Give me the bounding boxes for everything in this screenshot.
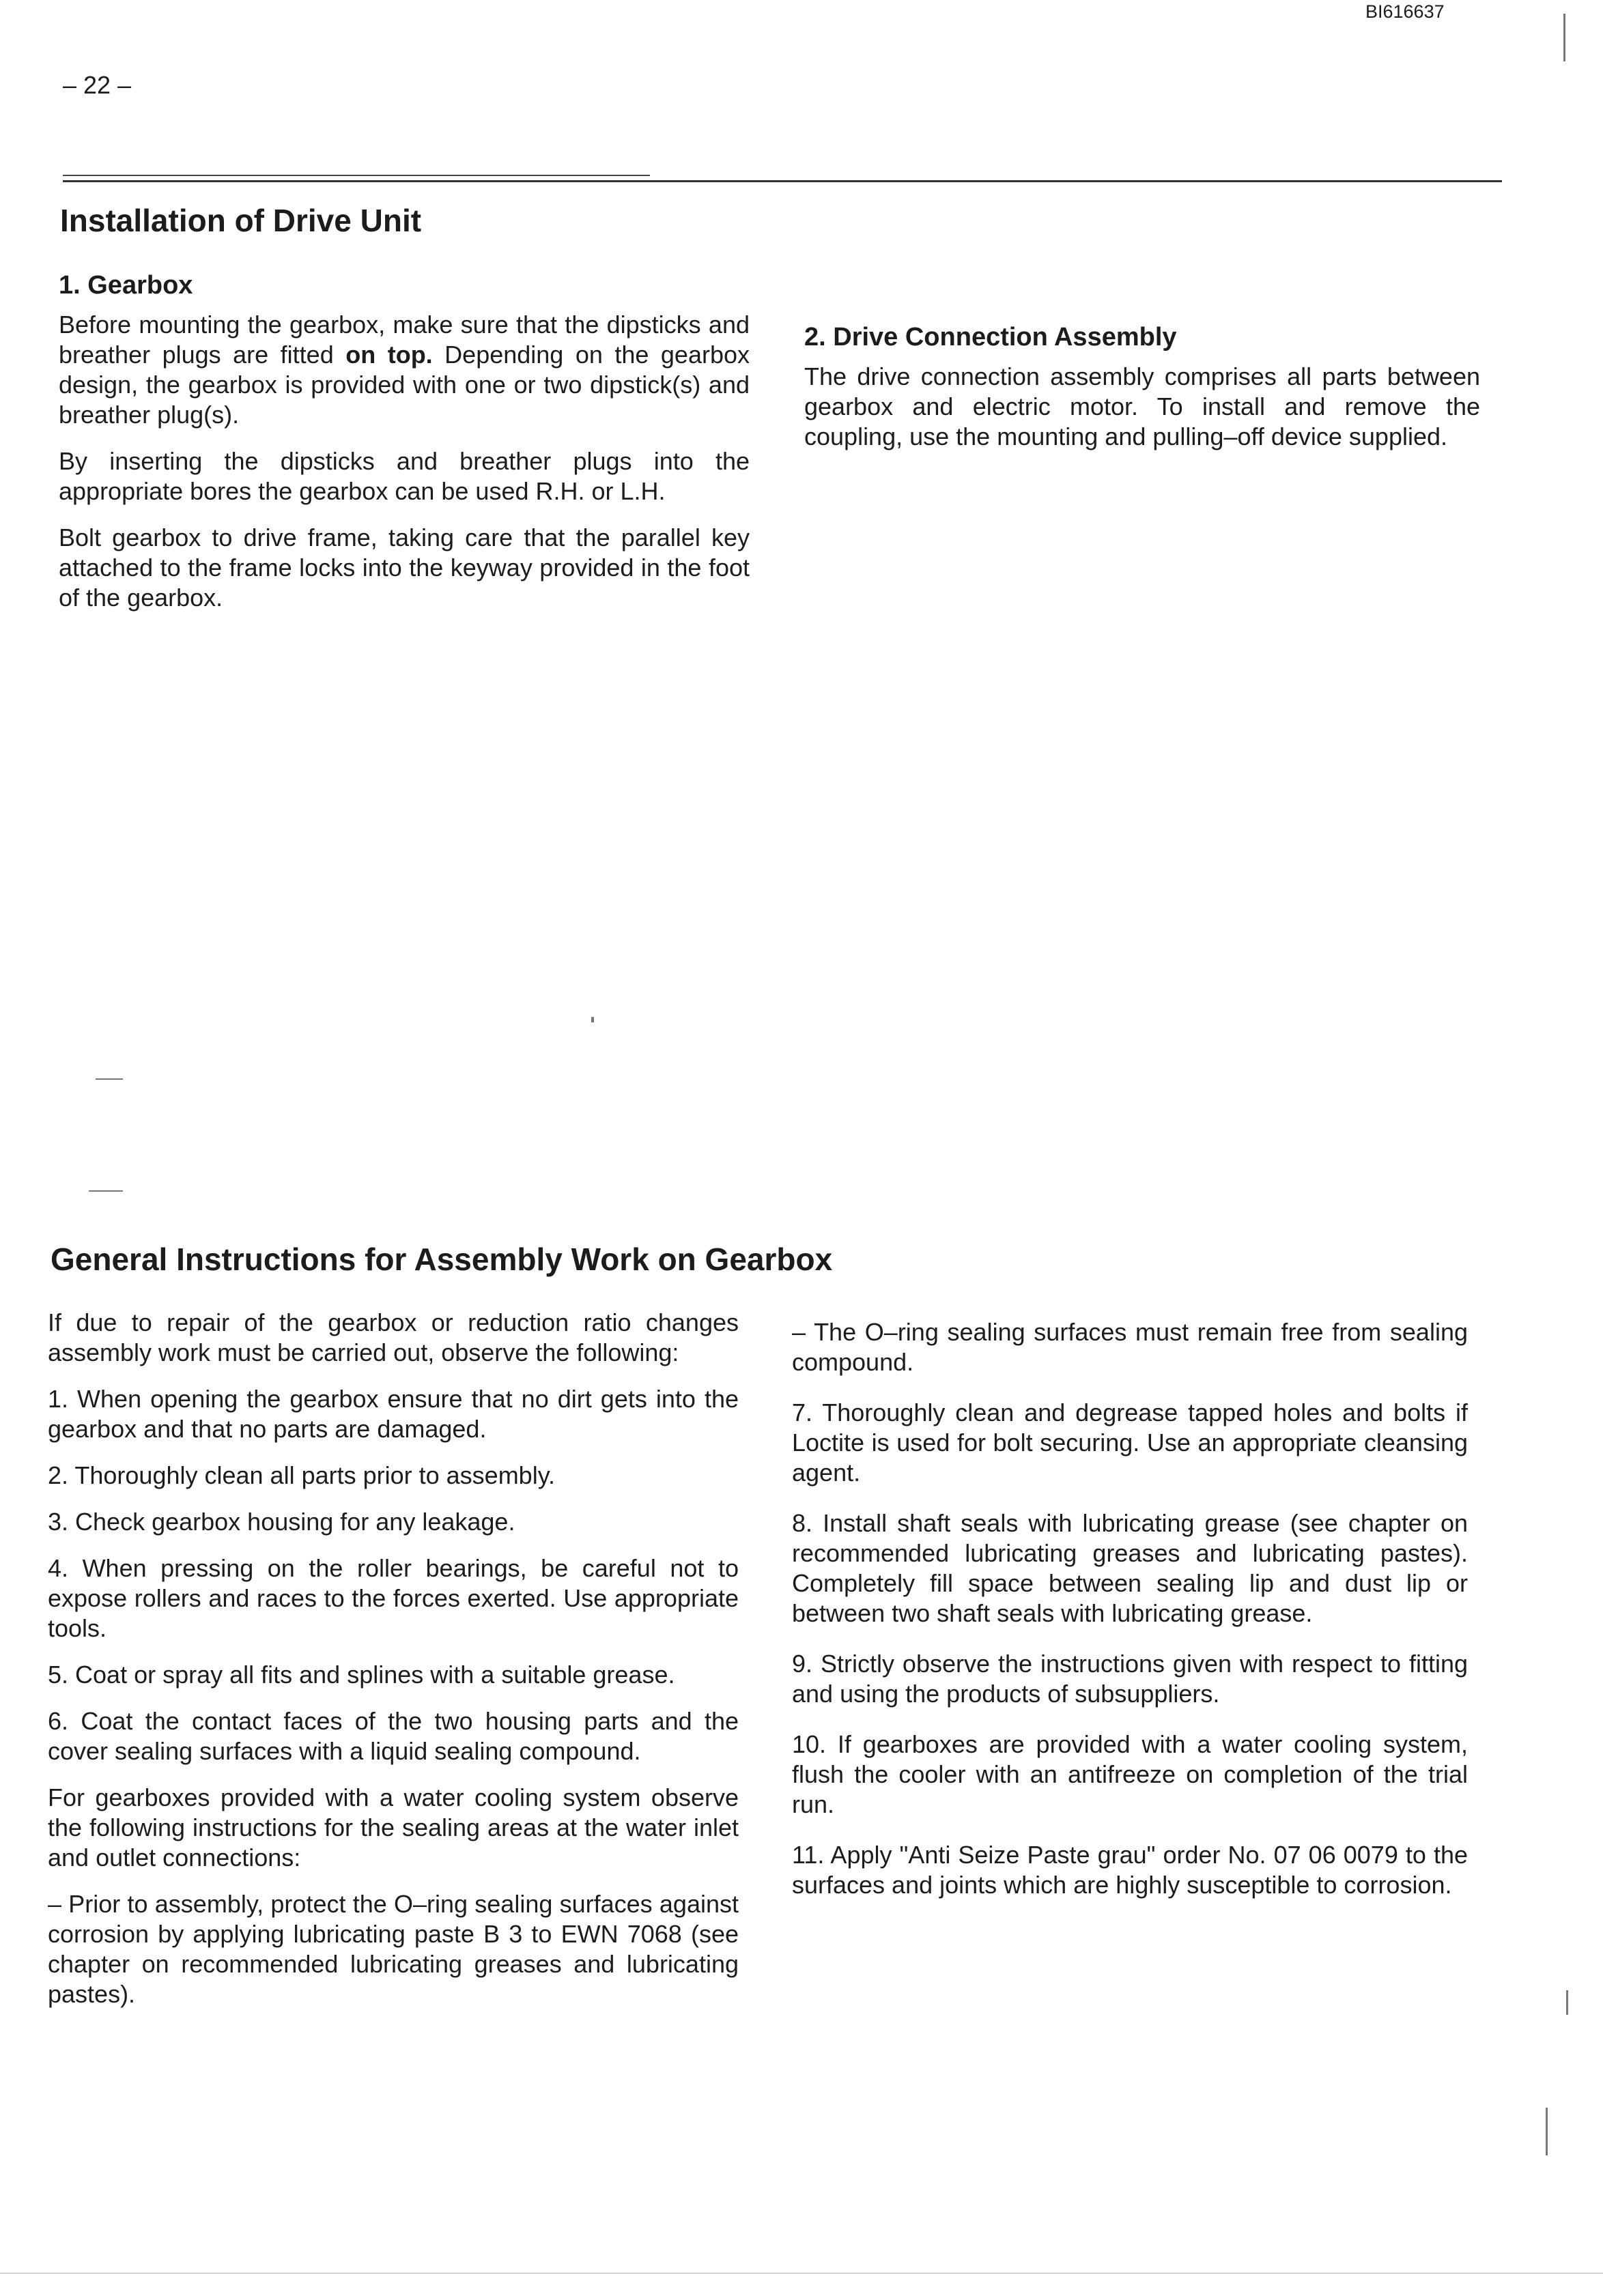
gearbox-paragraph-1: Before mounting the gearbox, make sure that the dipsticks and breather plugs are fitted on top. Depending on the gearbox design, the gearbox is provided with one or two dipstick(s) and breather plug(s). [59,311,750,429]
instruction-item-8: 8. Install shaft seals with lubricating grease (see chapter on recommended lubricating greases and lubricating pastes). Completely fill space between sealing lip and dust lip or between two shaft seals with lubricating grease. [792,1509,1468,1627]
section-title-installation: Installation of Drive Unit [60,203,422,238]
instruction-item-11: 11. Apply "Anti Seize Paste grau" order No. 07 06 0079 to the surfaces and joints which are highly susceptible to corrosion. [792,1841,1468,1899]
water-cooling-intro: For gearboxes provided with a water cooling system observe the following instructions for the sealing areas at the water inlet and outlet connections: [48,1783,739,1871]
scan-mark [1563,14,1565,61]
instruction-item-4: 4. When pressing on the roller bearings, be careful not to expose rollers and races to the forces exerted. Use appropriate tools. [48,1554,739,1642]
instruction-item-10: 10. If gearboxes are provided with a water cooling system, flush the cooler with an antifreeze on completion of the trial run. [792,1730,1468,1818]
page-number: – 22 – [63,71,132,99]
header-divider-short [63,175,650,176]
scan-mark [591,1017,594,1022]
emphasis-on-top: on top. [345,341,433,369]
instruction-item-3: 3. Check gearbox housing for any leakage. [48,1508,515,1536]
header-divider [63,180,1502,182]
drive-connection-column [804,322,1480,468]
gearbox-paragraph-3: Bolt gearbox to drive frame, taking care that the parallel key attached to the frame locks into the keyway provided in the foot of the gearbox. [59,523,750,612]
scan-mark [89,1190,123,1192]
instruction-item-6: 6. Coat the contact faces of the two housing parts and the cover sealing surfaces with a liquid sealing compound. [48,1707,739,1765]
gearbox-paragraph-2: By inserting the dipsticks and breather plugs into the appropriate bores the gearbox can be used R.H. or L.H. [59,447,750,505]
instruction-item-7: 7. Thoroughly clean and degrease tapped holes and bolts if Loctite is used for bolt securing. Use an appropriate cleansing agent. [792,1398,1468,1487]
scan-mark [1546,2108,1548,2155]
instruction-item-1: 1. When opening the gearbox ensure that no dirt gets into the gearbox and that no parts are damaged. [48,1385,739,1443]
drive-connection-paragraph: The drive connection assembly comprises all parts between gearbox and electric motor. To install and remove the coupling, use the mounting and pulling–off device supplied. [804,362,1480,450]
instruction-item-5: 5. Coat or spray all fits and splines with a suitable grease. [48,1661,675,1689]
section-title-general-instructions: General Instructions for Assembly Work on Gearbox [51,1242,833,1277]
scan-mark [96,1078,123,1080]
instructions-right-column [792,1317,1468,1921]
instruction-item-9: 9. Strictly observe the instructions given with respect to fitting and using the products of subsuppliers. [792,1650,1468,1708]
drive-connection-heading: 2. Drive Connection Assembly [804,323,1177,351]
gearbox-heading: 1. Gearbox [59,271,193,300]
gearbox-column [59,270,750,629]
instruction-paragraph: If due to repair of the gearbox or reduction ratio changes assembly work must be carried out, observe the following: [48,1308,739,1366]
scan-mark [1566,1990,1568,2015]
instruction-item-2: 2. Thoroughly clean all parts prior to assembly. [48,1461,556,1489]
instructions-left-column [48,1308,739,2026]
water-cooling-item-1: – Prior to assembly, protect the O–ring sealing surfaces against corrosion by applying lubricating paste B 3 to EWN 7068 (see chapter on recommended lubricating greases and lubricating pastes). [48,1890,739,2008]
document-id: BI616637 [1365,1,1445,22]
water-cooling-item-2: – The O–ring sealing surfaces must remain free from sealing compound. [792,1318,1468,1376]
